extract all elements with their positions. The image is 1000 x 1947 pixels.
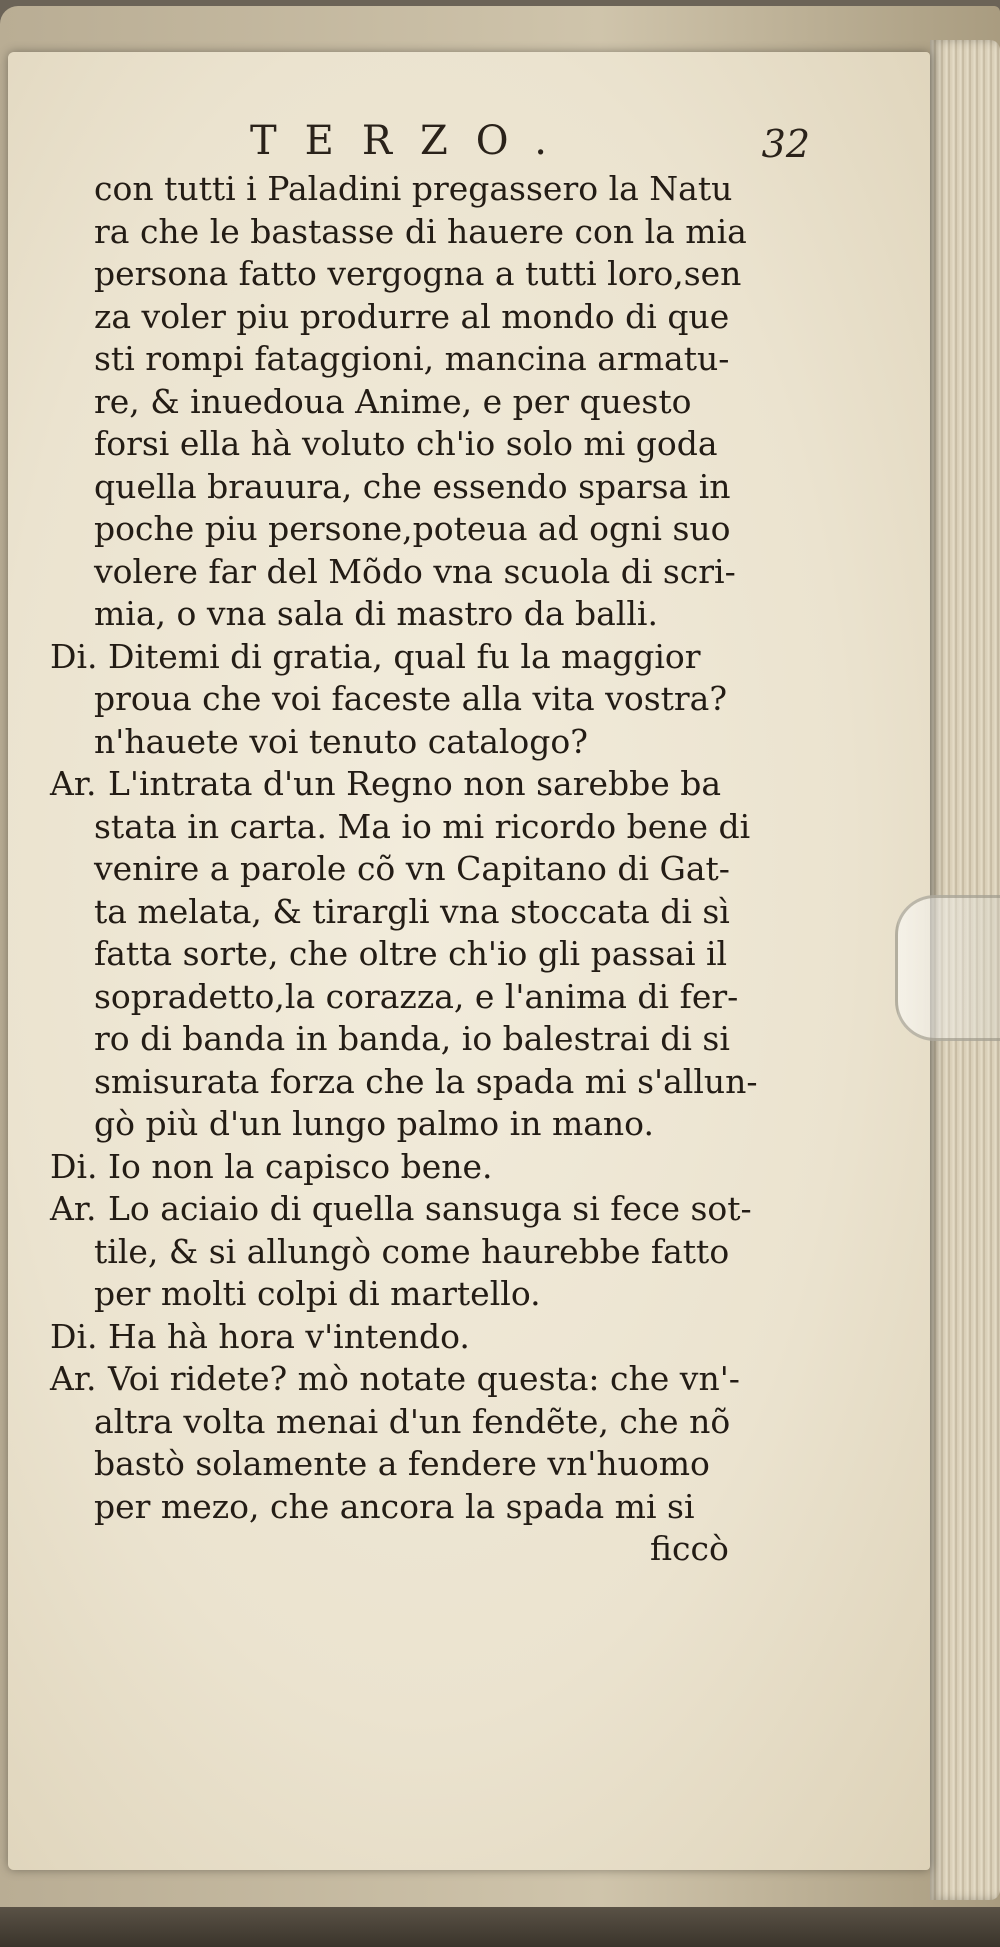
speaker-label: Ar. bbox=[50, 1359, 97, 1398]
text-line: ta melata, & tirargli vna stoccata di sì bbox=[94, 891, 730, 931]
speech-line: Ar. Voi ridete? mò notate questa: che vn'- bbox=[50, 1358, 810, 1401]
text-line: per mezo, che ancora la spada mi si bbox=[94, 1486, 695, 1526]
page-number: 32 bbox=[761, 122, 810, 166]
text-line: mia, o vna sala di mastro da balli. bbox=[94, 594, 658, 633]
text-line: bastò solamente a fendere vn'huomo bbox=[94, 1444, 710, 1483]
speaker-label: Ar. bbox=[50, 1189, 97, 1228]
text-line: quella brauura, che essendo sparsa in bbox=[94, 466, 731, 506]
book-bottom-edge bbox=[0, 1907, 1000, 1947]
speaker-label: Ar. bbox=[50, 764, 97, 803]
text-line: re, & inuedoua Anime, e per questo bbox=[94, 381, 692, 421]
speech-line: Di. Io non la capisco bene. bbox=[50, 1146, 810, 1189]
catchword: ficcò bbox=[650, 1529, 729, 1568]
body-text bbox=[50, 168, 810, 1571]
speaker-label: Di. bbox=[50, 636, 98, 676]
speech-line: Di. Ha hà hora v'intendo. bbox=[50, 1316, 810, 1359]
text-line: altra volta menai d'un fendẽte, che nõ bbox=[94, 1401, 731, 1441]
text-line: per molti colpi di martello. bbox=[94, 1274, 541, 1313]
text-line: za voler piu produrre al mondo di que bbox=[94, 296, 730, 336]
text-line: proua che voi faceste alla vita vostra? bbox=[94, 679, 728, 718]
text-line: poche piu persone,poteua ad ogni suo bbox=[94, 509, 731, 548]
text-line: ro di banda in banda, io balestrai di si bbox=[94, 1019, 730, 1058]
text-line: persona fatto vergogna a tutti loro,sen bbox=[94, 254, 742, 293]
speech-line: Di. Ditemi di gratia, qual fu la maggior bbox=[50, 636, 810, 679]
book-clasp bbox=[895, 895, 1000, 1041]
speech-line: Ar. L'intrata d'un Regno non sarebbe ba bbox=[50, 763, 810, 806]
text-line: ra che le bastasse di hauere con la mia bbox=[94, 211, 747, 251]
text-line: volere far del Mõdo vna scuola di scri- bbox=[94, 551, 736, 591]
text-line: sopradetto,la corazza, e l'anima di fer- bbox=[94, 976, 739, 1016]
text-line: con tutti i Paladini pregassero la Natu bbox=[94, 169, 733, 208]
running-head: TERZO. bbox=[250, 118, 575, 164]
text-line: tile, & si allungò come haurebbe fatto bbox=[94, 1231, 730, 1271]
text-line: smisurata forza che la spada mi s'allun- bbox=[94, 1061, 758, 1101]
text-line: n'hauete voi tenuto catalogo? bbox=[94, 721, 588, 761]
text-line: venire a parole cõ vn Capitano di Gat- bbox=[94, 849, 730, 888]
speech-line: Ar. Lo aciaio di quella sansuga si fece sot- bbox=[50, 1188, 810, 1231]
text-line: stata in carta. Ma io mi ricordo bene di bbox=[94, 806, 751, 846]
speaker-label: Di. bbox=[50, 1316, 98, 1356]
text-line: forsi ella hà voluto ch'io solo mi goda bbox=[94, 424, 718, 463]
text-line: gò più d'un lungo palmo in mano. bbox=[94, 1104, 654, 1143]
text-line: sti rompi fataggioni, mancina armatu- bbox=[94, 339, 730, 378]
text-line: fatta sorte, che oltre ch'io gli passai il bbox=[94, 934, 728, 973]
speaker-label: Di. bbox=[50, 1146, 98, 1186]
